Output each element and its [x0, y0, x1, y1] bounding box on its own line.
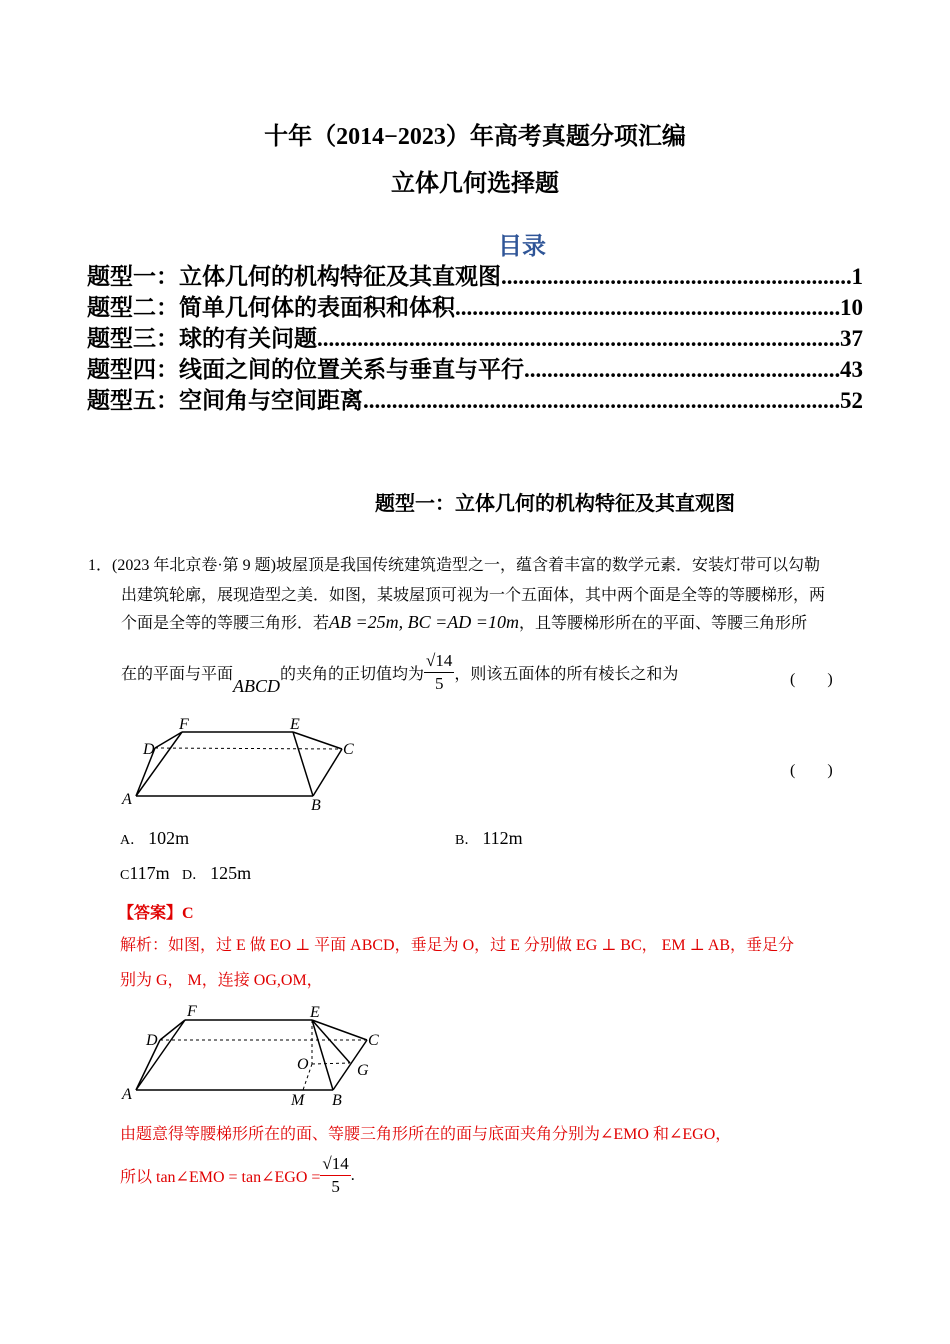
toc-leader	[317, 326, 840, 352]
toc-page: 10	[840, 295, 863, 320]
option-b[interactable]: B． 112m	[455, 828, 523, 848]
toc-page: 43	[840, 357, 863, 382]
toc-leader	[363, 388, 840, 414]
svg-text:G: G	[357, 1062, 369, 1079]
svg-text:F: F	[187, 1003, 197, 1020]
analysis-line: 由题意得等腰梯形所在的面、等腰三角形所在的面与底面夹角分别为∠EMO 和∠EGO，	[120, 1126, 732, 1143]
option-d[interactable]: D． 125m	[182, 863, 252, 883]
toc-item[interactable]	[87, 289, 863, 322]
svg-text:M: M	[291, 1092, 305, 1109]
question-line: (2023 年北京卷·第 9 题)坡屋顶是我国传统建筑造型之一，蕴含着丰富的数学元素．安装灯带可以勾勒	[112, 557, 820, 574]
answer-blank: ( )	[790, 671, 833, 688]
svg-text:F: F	[179, 716, 189, 733]
toc-label: 题型一：立体几何的机构特征及其直观图	[87, 264, 501, 289]
toc-page: 1	[851, 264, 863, 289]
fraction: $\frac{√14}{5}$	[426, 651, 453, 693]
fraction: $\frac{√14}{5}$	[322, 1154, 349, 1196]
question-line: 在的平面与平面 ABCD 的夹角的正切值均为 $\frac{√14}{5}$ ，则该五面体的所有棱长之和为	[121, 651, 679, 696]
svg-text:D: D	[143, 741, 155, 758]
analysis-line: 所以 tan∠EMO = tan∠EGO = $\frac{√14}{5}$ .	[120, 1154, 355, 1196]
svg-text:C: C	[368, 1032, 379, 1049]
toc-label: 题型五：空间角与空间距离	[87, 388, 363, 413]
toc-label: 题型二：简单几何体的表面积和体积	[87, 295, 455, 320]
svg-text:E: E	[290, 716, 300, 733]
toc-label: 题型三：球的有关问题	[87, 326, 317, 351]
toc-leader	[455, 295, 840, 321]
answer-blank: ( )	[790, 762, 833, 779]
analysis-line: 解析：如图，过 E 做 EO ⊥ 平面 ABCD，垂足为 O，过 E 分别做 EG ⊥ BC， EM ⊥ AB，垂足分	[120, 937, 795, 954]
analysis-figure	[115, 998, 395, 1113]
toc-leader	[524, 357, 840, 383]
pentahedron-figure	[115, 712, 375, 817]
toc-page: 37	[840, 326, 863, 351]
doc-title: 十年（2014−2023）年高考真题分项汇编	[264, 124, 686, 150]
toc-item[interactable]	[87, 258, 863, 291]
option-c[interactable]: C117m	[120, 863, 170, 883]
section-title: 题型一：立体几何的机构特征及其直观图	[375, 493, 735, 515]
svg-text:A: A	[122, 791, 132, 808]
svg-text:C: C	[343, 741, 354, 758]
svg-text:D: D	[146, 1032, 158, 1049]
toc-item[interactable]	[87, 382, 863, 415]
toc-leader	[501, 264, 852, 290]
question-line: 个面是全等的等腰三角形．若AB =25m, BC =AD =10m，且等腰梯形所在的平面、等腰三角形所	[121, 612, 807, 632]
doc-subtitle: 立体几何选择题	[391, 171, 559, 197]
analysis-line: 别为 G， M，连接 OG,OM，	[120, 972, 323, 989]
toc-item[interactable]	[87, 351, 863, 384]
svg-text:E: E	[310, 1004, 320, 1021]
toc-item[interactable]	[87, 320, 863, 353]
option-a[interactable]: A． 102m	[120, 828, 190, 848]
svg-text:B: B	[311, 797, 321, 814]
answer-label: 【答案】C	[118, 905, 194, 922]
toc-page: 52	[840, 388, 863, 413]
toc-label: 题型四：线面之间的位置关系与垂直与平行	[87, 357, 524, 382]
svg-text:O: O	[297, 1056, 309, 1073]
svg-text:A: A	[122, 1086, 132, 1103]
question-number: 1．	[88, 557, 113, 574]
toc-heading: 目录	[498, 234, 546, 260]
svg-text:B: B	[332, 1092, 342, 1109]
question-line: 出建筑轮廓，展现造型之美．如图，某坡屋顶可视为一个五面体，其中两个面是全等的等腰梯形，两	[121, 587, 826, 604]
